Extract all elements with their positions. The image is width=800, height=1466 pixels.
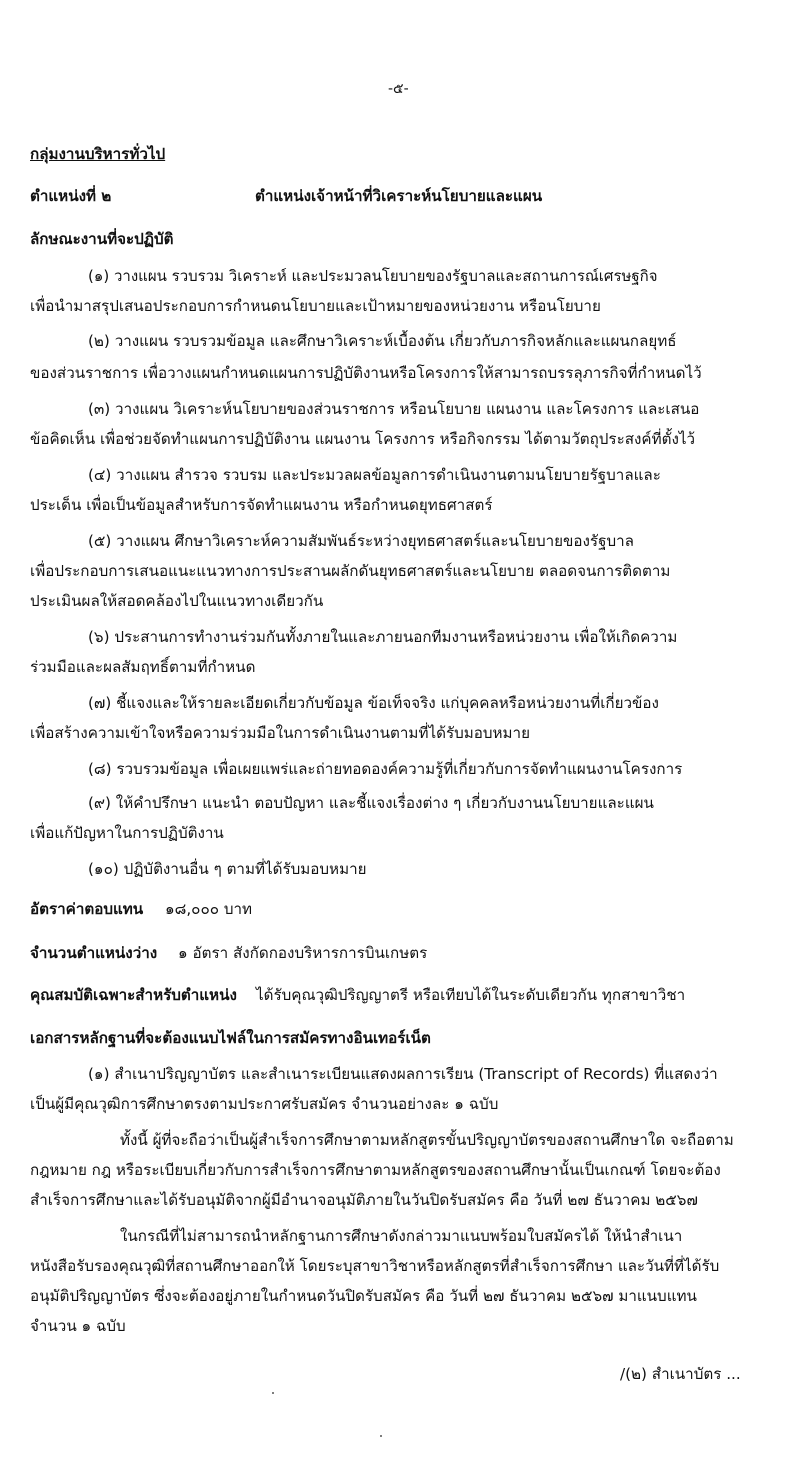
duty-2-line-1: (๒) วางแผน รวบรวมข้อมูล และศึกษาวิเคราะห์เบื้องต้น เกี่ยวกับภารกิจหลักและแผนกลยุทธ์: [88, 332, 677, 350]
vacancy-label: จำนวนตำแหน่งว่าง: [30, 944, 158, 962]
duty-5-line-2: เพื่อประกอบการเสนอแนะแนวทางการประสานผลักดันยุทธศาสตร์และนโยบาย ตลอดจนการติดตาม: [30, 562, 671, 580]
duty-3-line-1: (๓) วางแผน วิเคราะห์นโยบายของส่วนราชการ หรือนโยบาย แผนงาน และโครงการ และเสนอ: [88, 400, 700, 418]
duty-10-line-1: (๑๐) ปฏิบัติงานอื่น ๆ ตามที่ได้รับมอบหมาย: [88, 860, 367, 878]
section-title: กลุ่มงานบริหารทั่วไป: [30, 145, 166, 163]
duty-5-line-1: (๕) วางแผน ศึกษาวิเคราะห์ความสัมพันธ์ระหว่างยุทธศาสตร์และนโยบายของรัฐบาล: [88, 532, 634, 550]
scan-speck: [380, 1435, 382, 1437]
duty-1-line-2: เพื่อนำมาสรุปเสนอประกอบการกำหนดนโยบายและเป้าหมายของหน่วยงาน หรือนโยบาย: [30, 297, 601, 315]
duty-5-line-3: ประเมินผลให้สอดคล้องไปในแนวทางเดียวกัน: [30, 592, 324, 610]
documents-heading: เอกสารหลักฐานที่จะต้องแนบไฟล์ในการสมัครทางอินเทอร์เน็ต: [30, 1029, 431, 1047]
duty-9-line-2: เพื่อแก้ปัญหาในการปฏิบัติงาน: [30, 824, 224, 842]
duty-6-line-1: (๖) ประสานการทำงานร่วมกันทั้งภายในและภายนอกทีมงานหรือหน่วยงาน เพื่อให้เกิดความ: [88, 628, 678, 646]
duties-heading: ลักษณะงานที่จะปฏิบัติ: [30, 230, 174, 248]
document-line-5: สำเร็จการศึกษาและได้รับอนุมัติจากผู้มีอำนาจอนุมัติภายในวันปิดรับสมัคร คือ วันที่ ๒๗ ธันวาคม ๒๕๖๗: [30, 1191, 698, 1209]
duty-8-line-1: (๘) รวบรวมข้อมูล เพื่อเผยแพร่และถ่ายทอดองค์ความรู้ที่เกี่ยวกับการจัดทำแผนงานโครงการ: [88, 760, 683, 778]
salary-label: อัตราค่าตอบแทน: [30, 900, 144, 918]
document-line-9: จำนวน ๑ ฉบับ: [30, 1317, 126, 1335]
page-number: -๕-: [388, 81, 409, 97]
document-line-4: กฎหมาย กฎ หรือระเบียบเกี่ยวกับการสำเร็จการศึกษาตามหลักสูตรของสถานศึกษานั้นเป็นเกณฑ์ โดยจะต้อง: [30, 1161, 721, 1179]
document-line-2: เป็นผู้มีคุณวุฒิการศึกษาตรงตามประกาศรับสมัคร จำนวนอย่างละ ๑ ฉบับ: [30, 1095, 499, 1113]
document-line-1: (๑) สำเนาปริญญาบัตร และสำเนาระเบียนแสดงผลการเรียน (Transcript of Records) ที่แสดงว่า: [88, 1065, 718, 1083]
duty-4-line-1: (๔) วางแผน สำรวจ รวบรม และประมวลผลข้อมูลการดำเนินงานตามนโยบายรัฐบาลและ: [88, 466, 661, 484]
duty-4-line-2: ประเด็น เพื่อเป็นข้อมูลสำหรับการจัดทำแผนงาน หรือกำหนดยุทธศาสตร์: [30, 496, 493, 514]
document-line-8: อนุมัติปริญญาบัตร ซึ่งจะต้องอยู่ภายในกำหนดวันปิดรับสมัคร คือ วันที่ ๒๗ ธันวาคม ๒๕๖๗ มาแนบแทน: [30, 1287, 697, 1305]
duty-6-line-2: ร่วมมือและผลสัมฤทธิ์ตามที่กำหนด: [30, 658, 256, 676]
document-line-3: ทั้งนี้ ผู้ที่จะถือว่าเป็นผู้สำเร็จการศึกษาตามหลักสูตรขั้นปริญญาบัตรของสถานศึกษาใด จะถือตาม: [120, 1131, 734, 1149]
duty-7-line-2: เพื่อสร้างความเข้าใจหรือความร่วมมือในการดำเนินงานตามที่ได้รับมอบหมาย: [30, 724, 530, 742]
duty-3-line-2: ข้อคิดเห็น เพื่อช่วยจัดทำแผนการปฏิบัติงาน แผนงาน โครงการ หรือกิจกรรม ได้ตามวัตถุประสงค์ที่ตั้งไว้: [30, 430, 696, 448]
continuation-note: /(๒) สำเนาบัตร ...: [620, 1365, 741, 1383]
qualification-value: ได้รับคุณวุฒิปริญญาตรี หรือเทียบได้ในระดับเดียวกัน ทุกสาขาวิชา: [256, 986, 686, 1004]
duty-7-line-1: (๗) ชี้แจงและให้รายละเอียดเกี่ยวกับข้อมูล ข้อเท็จจริง แก่บุคคลหรือหน่วยงานที่เกี่ยวข้อง: [88, 694, 659, 712]
position-name: ตำแหน่งเจ้าหน้าที่วิเคราะห์นโยบายและแผน: [255, 187, 543, 205]
document-line-6: ในกรณีที่ไม่สามารถนำหลักฐานการศึกษาดังกล่าวมาแนบพร้อมใบสมัครได้ ให้นำสำเนา: [120, 1227, 683, 1245]
qualification-label: คุณสมบัติเฉพาะสำหรับตำแหน่ง: [30, 986, 237, 1004]
vacancy-value: ๑ อัตรา สังกัดกองบริหารการบินเกษตร: [178, 944, 428, 962]
salary-value: ๑๘,๐๐๐ บาท: [165, 900, 253, 918]
document-line-7: หนังสือรับรองคุณวุฒิที่สถานศึกษาออกให้ โดยระบุสาขาวิชาหรือหลักสูตรที่สำเร็จการศึกษา และวันที่ที่ได้รับ: [30, 1257, 720, 1275]
scan-speck: [272, 1392, 274, 1394]
duty-1-line-1: (๑) วางแผน รวบรวม วิเคราะห์ และประมวลนโยบายของรัฐบาลและสถานการณ์เศรษฐกิจ: [88, 267, 658, 285]
position-label: ตำแหน่งที่ ๒: [30, 187, 112, 205]
duty-2-line-2: ของส่วนราชการ เพื่อวางแผนกำหนดแผนการปฏิบัติงานหรือโครงการให้สามารถบรรลุภารกิจที่กำหนดไว้: [30, 364, 702, 382]
duty-9-line-1: (๙) ให้คำปรึกษา แนะนำ ตอบปัญหา และชี้แจงเรื่องต่าง ๆ เกี่ยวกับงานนโยบายและแผน: [88, 794, 654, 812]
